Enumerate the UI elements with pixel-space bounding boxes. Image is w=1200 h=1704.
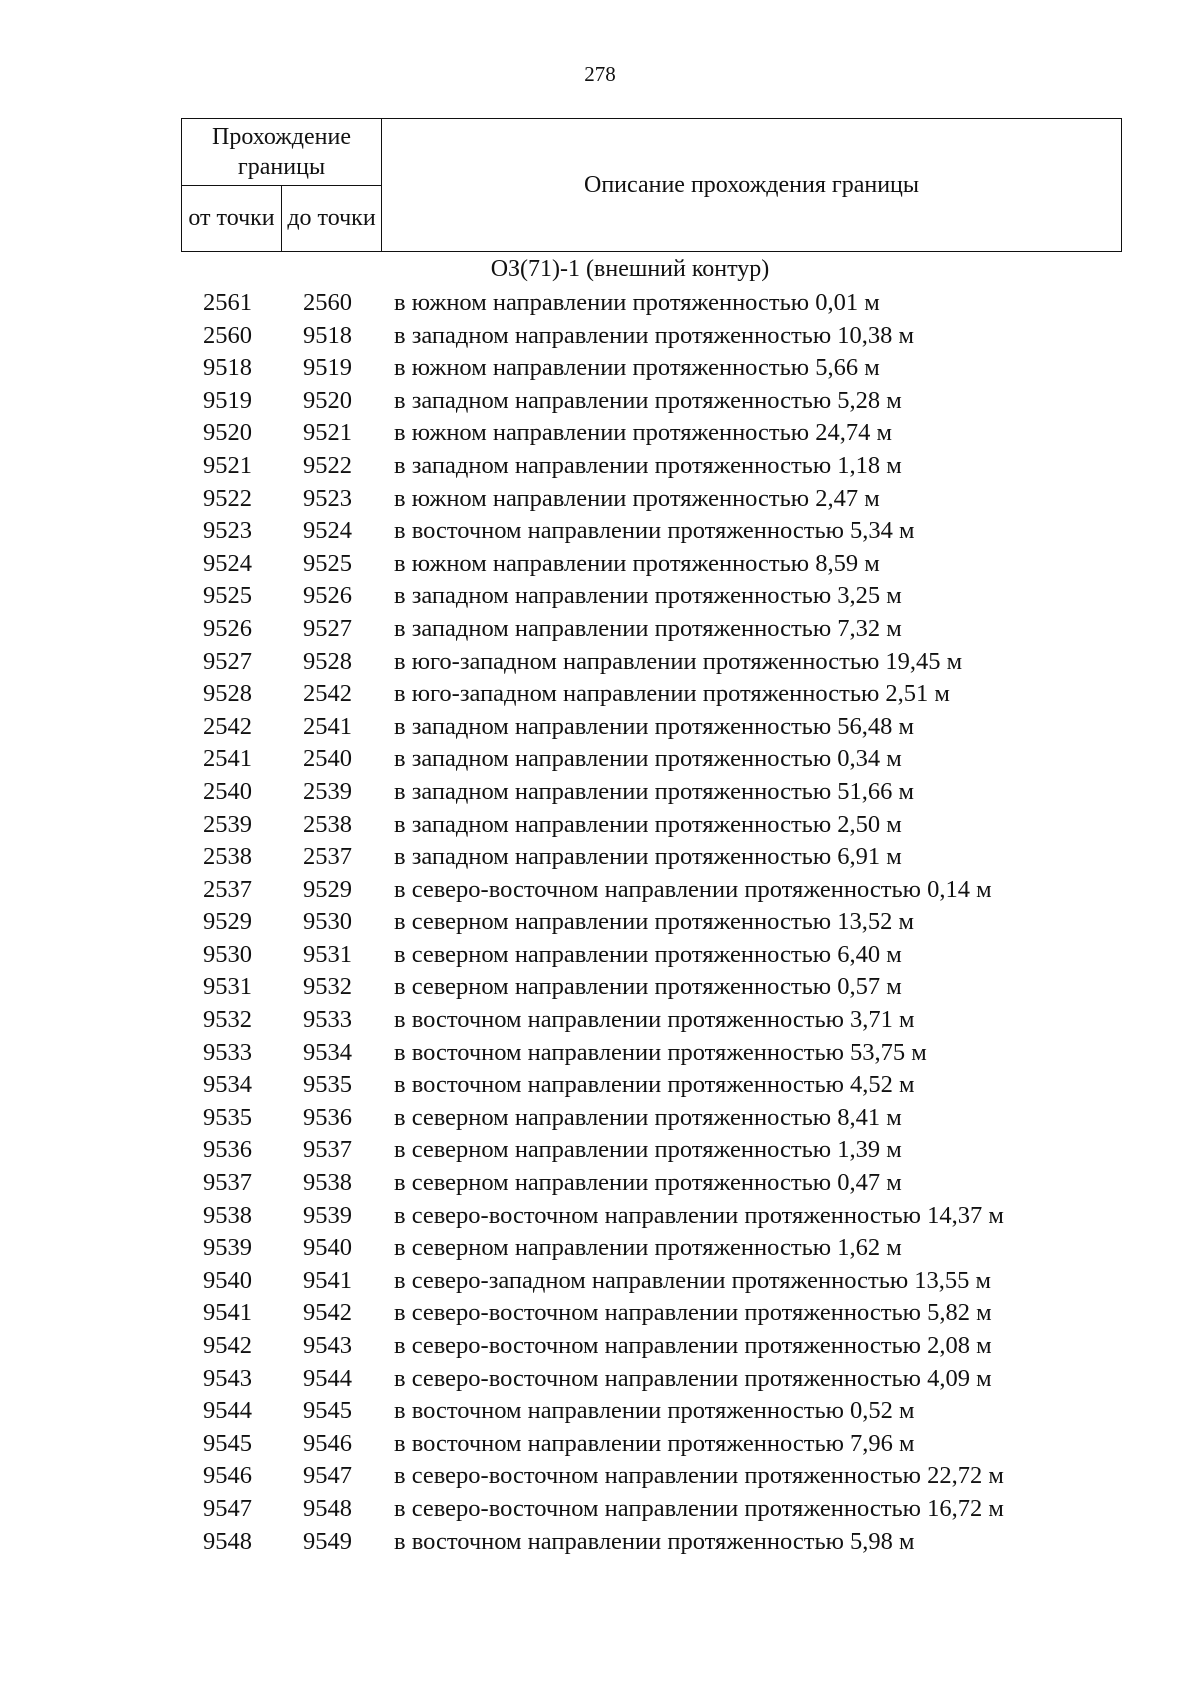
- boundary-description: в восточном направлении протяженностью 7,96 м: [394, 1429, 915, 1457]
- boundary-description: в северном направлении протяженностью 13,52 м: [394, 908, 914, 936]
- point-to: 9526: [303, 582, 352, 610]
- point-from: 9533: [203, 1038, 252, 1066]
- point-from: 9526: [203, 614, 252, 642]
- point-from: 9524: [203, 549, 252, 577]
- table-row: [0, 1004, 1200, 1037]
- boundary-description: в восточном направлении протяженностью 0,52 м: [394, 1397, 915, 1425]
- point-from: 9543: [203, 1364, 252, 1392]
- boundary-description: в западном направлении протяженностью 7,32 м: [394, 614, 902, 642]
- point-from: 9548: [203, 1527, 252, 1555]
- point-from: 9536: [203, 1136, 252, 1164]
- point-to: 9520: [303, 386, 352, 414]
- point-from: 9519: [203, 386, 252, 414]
- point-from: 2561: [203, 289, 252, 316]
- point-from: 2560: [203, 321, 252, 349]
- boundary-description: в северном направлении протяженностью 0,47 м: [394, 1169, 902, 1197]
- point-to: 9530: [303, 908, 352, 936]
- table-row: [0, 483, 1200, 516]
- table-row: [0, 1232, 1200, 1265]
- point-from: 9541: [203, 1299, 252, 1327]
- point-to: 9545: [303, 1397, 352, 1425]
- point-from: 2537: [203, 875, 252, 903]
- boundary-rows: [0, 287, 1200, 1558]
- point-from: 9523: [203, 517, 252, 545]
- table-row: [0, 971, 1200, 1004]
- point-to: 9534: [303, 1038, 352, 1066]
- table-row: [0, 841, 1200, 874]
- point-to: 9532: [303, 973, 352, 1001]
- boundary-description: в северном направлении протяженностью 1,62 м: [394, 1234, 902, 1262]
- boundary-description: в восточном направлении протяженностью 4,52 м: [394, 1071, 915, 1099]
- point-from: 9538: [203, 1201, 252, 1229]
- table-row: [0, 1297, 1200, 1330]
- point-from: 2540: [203, 777, 252, 805]
- point-to: 2560: [303, 289, 352, 316]
- boundary-description: в северо-восточном направлении протяженностью 14,37 м: [394, 1201, 1004, 1229]
- point-from: 9539: [203, 1234, 252, 1262]
- table-row: [0, 1395, 1200, 1428]
- page-number: 278: [584, 62, 616, 86]
- point-to: 9539: [303, 1201, 352, 1229]
- boundary-description: в западном направлении протяженностью 10,38 м: [394, 321, 915, 349]
- header-from: от точки: [182, 185, 282, 252]
- point-to: 2538: [303, 810, 352, 838]
- point-to: 9535: [303, 1071, 352, 1099]
- point-to: 9548: [303, 1494, 352, 1522]
- boundary-description: в южном направлении протяженностью 5,66 м: [394, 354, 880, 382]
- boundary-description: в северо-восточном направлении протяженностью 5,82 м: [394, 1299, 992, 1327]
- boundary-description: в западном направлении протяженностью 6,91 м: [394, 843, 902, 871]
- point-from: 2542: [203, 712, 252, 740]
- point-to: 9531: [303, 940, 352, 968]
- point-to: 2540: [303, 745, 352, 773]
- boundary-description: в юго-западном направлении протяженностью 2,51 м: [394, 680, 950, 708]
- point-to: 9525: [303, 549, 352, 577]
- point-to: 9527: [303, 614, 352, 642]
- point-from: 2538: [203, 843, 252, 871]
- point-from: 2541: [203, 745, 252, 773]
- table-row: [0, 743, 1200, 776]
- point-to: 9541: [303, 1266, 352, 1294]
- point-to: 9521: [303, 419, 352, 447]
- boundary-description: в восточном направлении протяженностью 5,34 м: [394, 517, 915, 545]
- point-to: 9523: [303, 484, 352, 512]
- table-row: [0, 352, 1200, 385]
- boundary-description: в западном направлении протяженностью 2,50 м: [394, 810, 902, 838]
- point-from: 9528: [203, 680, 252, 708]
- table-row: [0, 776, 1200, 809]
- table-row: [0, 515, 1200, 548]
- table-row: [0, 385, 1200, 418]
- table-row: [0, 1102, 1200, 1135]
- point-from: 9542: [203, 1332, 252, 1359]
- boundary-description: в северном направлении протяженностью 6,40 м: [394, 940, 902, 968]
- boundary-description: в восточном направлении протяженностью 5,98 м: [394, 1527, 915, 1555]
- boundary-description: в восточном направлении протяженностью 53,75 м: [394, 1038, 927, 1066]
- boundary-description: в северном направлении протяженностью 0,57 м: [394, 973, 902, 1001]
- boundary-description: в западном направлении протяженностью 51,66 м: [394, 777, 915, 805]
- table-row: [0, 939, 1200, 972]
- header-description: Описание прохождения границы: [382, 119, 1122, 252]
- point-from: 9522: [203, 484, 252, 512]
- table-row: [0, 1037, 1200, 1070]
- point-to: 9547: [303, 1462, 352, 1490]
- table-row: [0, 1460, 1200, 1493]
- point-to: 9519: [303, 354, 352, 382]
- boundary-description: в северо-восточном направлении протяженностью 22,72 м: [394, 1462, 1004, 1490]
- table-row: [0, 809, 1200, 842]
- boundary-description: в западном направлении протяженностью 1,18 м: [394, 451, 902, 479]
- table-row: [0, 417, 1200, 450]
- table-row: [0, 678, 1200, 711]
- point-to: 9533: [303, 1006, 352, 1034]
- header-to: до точки: [282, 185, 382, 252]
- point-from: 9521: [203, 451, 252, 479]
- table-row: [0, 1167, 1200, 1200]
- boundary-description: в северо-восточном направлении протяженностью 4,09 м: [394, 1364, 992, 1392]
- table-row: [0, 1363, 1200, 1396]
- boundary-description: в западном направлении протяженностью 5,28 м: [394, 386, 902, 414]
- point-from: 9518: [203, 354, 252, 382]
- point-from: 9529: [203, 908, 252, 936]
- point-to: 9528: [303, 647, 352, 675]
- boundary-description: в западном направлении протяженностью 56,48 м: [394, 712, 915, 740]
- table-row: [0, 580, 1200, 613]
- point-from: 9520: [203, 419, 252, 447]
- point-to: 2537: [303, 843, 352, 871]
- point-to: 9543: [303, 1332, 352, 1359]
- point-to: 2539: [303, 777, 352, 805]
- table-row: [0, 1265, 1200, 1298]
- point-from: 9547: [203, 1494, 252, 1522]
- point-from: 9530: [203, 940, 252, 968]
- table-row: [0, 711, 1200, 744]
- table-row: [0, 613, 1200, 646]
- boundary-description: в северо-восточном направлении протяженностью 2,08 м: [394, 1332, 992, 1359]
- section-title: ОЗ(71)-1 (внешний контур): [490, 256, 770, 282]
- table-row: [0, 906, 1200, 939]
- point-to: 9537: [303, 1136, 352, 1164]
- point-to: 9542: [303, 1299, 352, 1327]
- table-row: [0, 874, 1200, 907]
- point-from: 9532: [203, 1006, 252, 1034]
- point-from: 2539: [203, 810, 252, 838]
- boundary-description: в северо-восточном направлении протяженностью 0,14 м: [394, 875, 992, 903]
- table-row: [0, 1069, 1200, 1102]
- table-row: [0, 1493, 1200, 1526]
- table-row: [0, 287, 1200, 320]
- point-to: 9540: [303, 1234, 352, 1262]
- point-from: 9546: [203, 1462, 252, 1490]
- point-to: 9544: [303, 1364, 352, 1392]
- table-row: [0, 548, 1200, 581]
- point-from: 9535: [203, 1103, 252, 1131]
- boundary-description: в южном направлении протяженностью 0,01 м: [394, 289, 880, 316]
- point-from: 9545: [203, 1429, 252, 1457]
- point-from: 9540: [203, 1266, 252, 1294]
- table-row: [0, 1330, 1200, 1363]
- table-row: [0, 1200, 1200, 1233]
- point-to: 9536: [303, 1103, 352, 1131]
- boundary-description: в северном направлении протяженностью 1,39 м: [394, 1136, 902, 1164]
- point-to: 9549: [303, 1527, 352, 1555]
- point-to: 9538: [303, 1169, 352, 1197]
- point-to: 9529: [303, 875, 352, 903]
- table-row: [0, 646, 1200, 679]
- boundary-description: в южном направлении протяженностью 2,47 м: [394, 484, 880, 512]
- boundary-description: в северо-западном направлении протяженностью 13,55 м: [394, 1266, 992, 1294]
- table-row: [0, 320, 1200, 353]
- boundary-description: в южном направлении протяженностью 24,74 м: [394, 419, 892, 447]
- point-to: 9522: [303, 451, 352, 479]
- boundary-description: в восточном направлении протяженностью 3,71 м: [394, 1006, 915, 1034]
- table-row: [0, 1134, 1200, 1167]
- point-from: 9544: [203, 1397, 252, 1425]
- point-to: 9546: [303, 1429, 352, 1457]
- point-to: 2541: [303, 712, 352, 740]
- boundary-description: в южном направлении протяженностью 8,59 м: [394, 549, 880, 577]
- table-row: [0, 1428, 1200, 1461]
- point-to: 2542: [303, 680, 352, 708]
- boundary-description: в северном направлении протяженностью 8,41 м: [394, 1103, 902, 1131]
- point-from: 9525: [203, 582, 252, 610]
- boundary-description: в северо-восточном направлении протяженностью 16,72 м: [394, 1494, 1004, 1522]
- point-from: 9537: [203, 1169, 252, 1197]
- point-from: 9527: [203, 647, 252, 675]
- boundary-description: в западном направлении протяженностью 0,34 м: [394, 745, 902, 773]
- header-passage: Прохождение границы: [182, 119, 382, 186]
- point-to: 9524: [303, 517, 352, 545]
- point-from: 9534: [203, 1071, 252, 1099]
- table-header: [181, 118, 1122, 252]
- table-row: [0, 1526, 1200, 1559]
- point-to: 9518: [303, 321, 352, 349]
- point-from: 9531: [203, 973, 252, 1001]
- table-row: [0, 450, 1200, 483]
- boundary-description: в юго-западном направлении протяженностью 19,45 м: [394, 647, 963, 675]
- boundary-description: в западном направлении протяженностью 3,25 м: [394, 582, 902, 610]
